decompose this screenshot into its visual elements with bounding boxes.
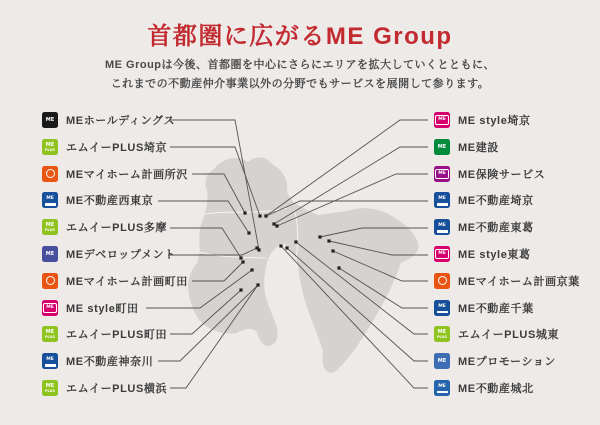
me-fudosan-logo-icon [42, 192, 58, 208]
company-item [42, 300, 188, 316]
company-label: エムイーPLUS町田 [66, 329, 168, 342]
subtitle-line-1: ME Groupは今後、首都圏を中心にさらにエリアを拡大していくとともに、 [104, 59, 496, 71]
me-fudosan-logo-icon [434, 219, 450, 235]
company-label: ME不動産東葛 [458, 222, 534, 235]
company-item [434, 219, 580, 235]
map-marker-dot [250, 268, 253, 271]
logo-text: ME [46, 357, 54, 363]
logo-text: ME [45, 250, 55, 257]
company-item [434, 139, 580, 155]
map-marker-dot [239, 256, 242, 259]
company-item [434, 112, 580, 128]
company-label: エムイーPLUS城東 [458, 329, 560, 342]
logo-text: ME [437, 358, 447, 365]
company-label: ME style町田 [66, 302, 139, 315]
company-label: MEデベロップメント [66, 248, 176, 261]
map-marker-dot [256, 283, 259, 286]
company-label: ME style埼京 [458, 115, 531, 127]
map-marker-dot [294, 240, 297, 243]
me-fudosan-logo-icon [42, 353, 58, 369]
map-marker-dot [257, 248, 260, 251]
me-plus-logo-icon [42, 380, 58, 396]
company-label: MEマイホーム計画所沢 [66, 168, 188, 181]
me-style-logo-icon [434, 246, 450, 262]
me-hoken-service-logo-icon [434, 166, 450, 182]
me-development-logo-icon [42, 246, 58, 262]
map-marker-dot [247, 231, 250, 234]
company-label: ME不動産西東京 [66, 195, 154, 208]
company-label: MEマイホーム計画町田 [66, 275, 188, 288]
company-label: MEプロモーション [458, 356, 557, 369]
me-fudosan-logo-icon [434, 192, 450, 208]
me-plus-logo-icon [42, 219, 58, 235]
company-item [434, 273, 580, 289]
logo-text: ME [45, 382, 55, 389]
logo-text: ME [438, 223, 446, 229]
map-marker-dot [337, 266, 340, 269]
logo-text: ME [45, 141, 55, 148]
company-item [434, 326, 580, 342]
me-myhome-keikaku-logo-icon [42, 166, 58, 182]
logo-subtext: PLUS [44, 147, 56, 152]
logo-text: ME [438, 303, 446, 309]
logo-subtext: PLUS [44, 388, 56, 393]
company-item [434, 246, 580, 262]
me-plus-logo-icon [434, 326, 450, 342]
map-marker-dot [258, 214, 261, 217]
logo-text: ME [45, 329, 55, 336]
company-item [42, 112, 188, 128]
map-marker-dot [272, 222, 275, 225]
logo-ring-glyph [438, 276, 447, 285]
company-label: ME style東葛 [458, 248, 531, 261]
map-marker-dot [264, 214, 267, 217]
logo-text: ME [435, 169, 449, 179]
me-plus-logo-icon [42, 326, 58, 342]
company-item [42, 326, 188, 342]
company-item [42, 246, 188, 262]
me-holdings-logo-icon [42, 112, 58, 128]
connector-lines [146, 120, 428, 388]
company-label: ME不動産千葉 [458, 302, 534, 315]
company-label: ME不動産埼京 [458, 195, 534, 208]
logo-text: ME [437, 143, 447, 150]
me-style-logo-icon [42, 300, 58, 316]
company-column-right [434, 112, 580, 396]
company-label: エムイーPLUS横浜 [66, 382, 168, 395]
logo-ring-glyph [46, 169, 55, 178]
company-item [434, 353, 580, 369]
subtitle-line-2: これまでの不動産仲介事業以外の分野でもサービスを展開して参ります。 [110, 78, 490, 90]
company-label: MEマイホーム計画京葉 [458, 275, 580, 288]
company-label: ME保険サービス [458, 168, 546, 181]
map-marker-dot [241, 260, 244, 263]
map-marker-dot [239, 288, 242, 291]
map-marker-dot [327, 239, 330, 242]
company-label: ME建設 [458, 141, 499, 154]
company-item [42, 139, 188, 155]
logo-text: ME [43, 303, 57, 313]
company-label: MEホールディングス [66, 115, 176, 127]
company-item [42, 166, 188, 182]
me-plus-logo-icon [42, 139, 58, 155]
logo-ring-glyph [46, 276, 55, 285]
logo-text: ME [438, 383, 446, 389]
me-myhome-keikaku-logo-icon [42, 273, 58, 289]
logo-text: ME [437, 329, 447, 336]
me-myhome-keikaku-logo-icon [434, 273, 450, 289]
company-item [42, 353, 188, 369]
logo-subtext: PLUS [44, 228, 56, 233]
company-item [42, 192, 188, 208]
map-marker-dot [275, 224, 278, 227]
map-marker-dot [243, 211, 246, 214]
company-item [434, 300, 580, 316]
logo-text: ME [45, 222, 55, 229]
company-item [434, 380, 580, 396]
me-kensetsu-logo-icon [434, 139, 450, 155]
logo-text: ME [435, 249, 449, 259]
logo-text: ME [438, 196, 446, 202]
me-style-logo-icon [434, 112, 450, 128]
me-fudosan-logo-icon [434, 300, 450, 316]
company-item [42, 219, 188, 235]
company-label: エムイーPLUS埼京 [66, 141, 168, 154]
company-label: ME不動産神奈川 [66, 356, 154, 369]
map-marker-dot [279, 244, 282, 247]
company-item [42, 380, 188, 396]
me-promotion-logo-icon [434, 353, 450, 369]
map-marker-dot [285, 246, 288, 249]
logo-subtext: PLUS [436, 335, 448, 340]
company-label: エムイーPLUS多摩 [66, 222, 168, 235]
company-item [434, 192, 580, 208]
page-subtitle [0, 56, 600, 94]
logo-text: ME [45, 117, 55, 123]
page-title: 首都圏に広がるME Group [147, 23, 453, 50]
me-fudosan-logo-icon [434, 380, 450, 396]
company-item [434, 166, 580, 182]
company-item [42, 273, 188, 289]
company-column-left [42, 112, 188, 396]
map-marker-dot [331, 249, 334, 252]
logo-subtext: PLUS [44, 335, 56, 340]
logo-text: ME [46, 196, 54, 202]
logo-text: ME [435, 115, 449, 125]
company-label: ME不動産城北 [458, 382, 534, 395]
map-marker-dot [318, 235, 321, 238]
